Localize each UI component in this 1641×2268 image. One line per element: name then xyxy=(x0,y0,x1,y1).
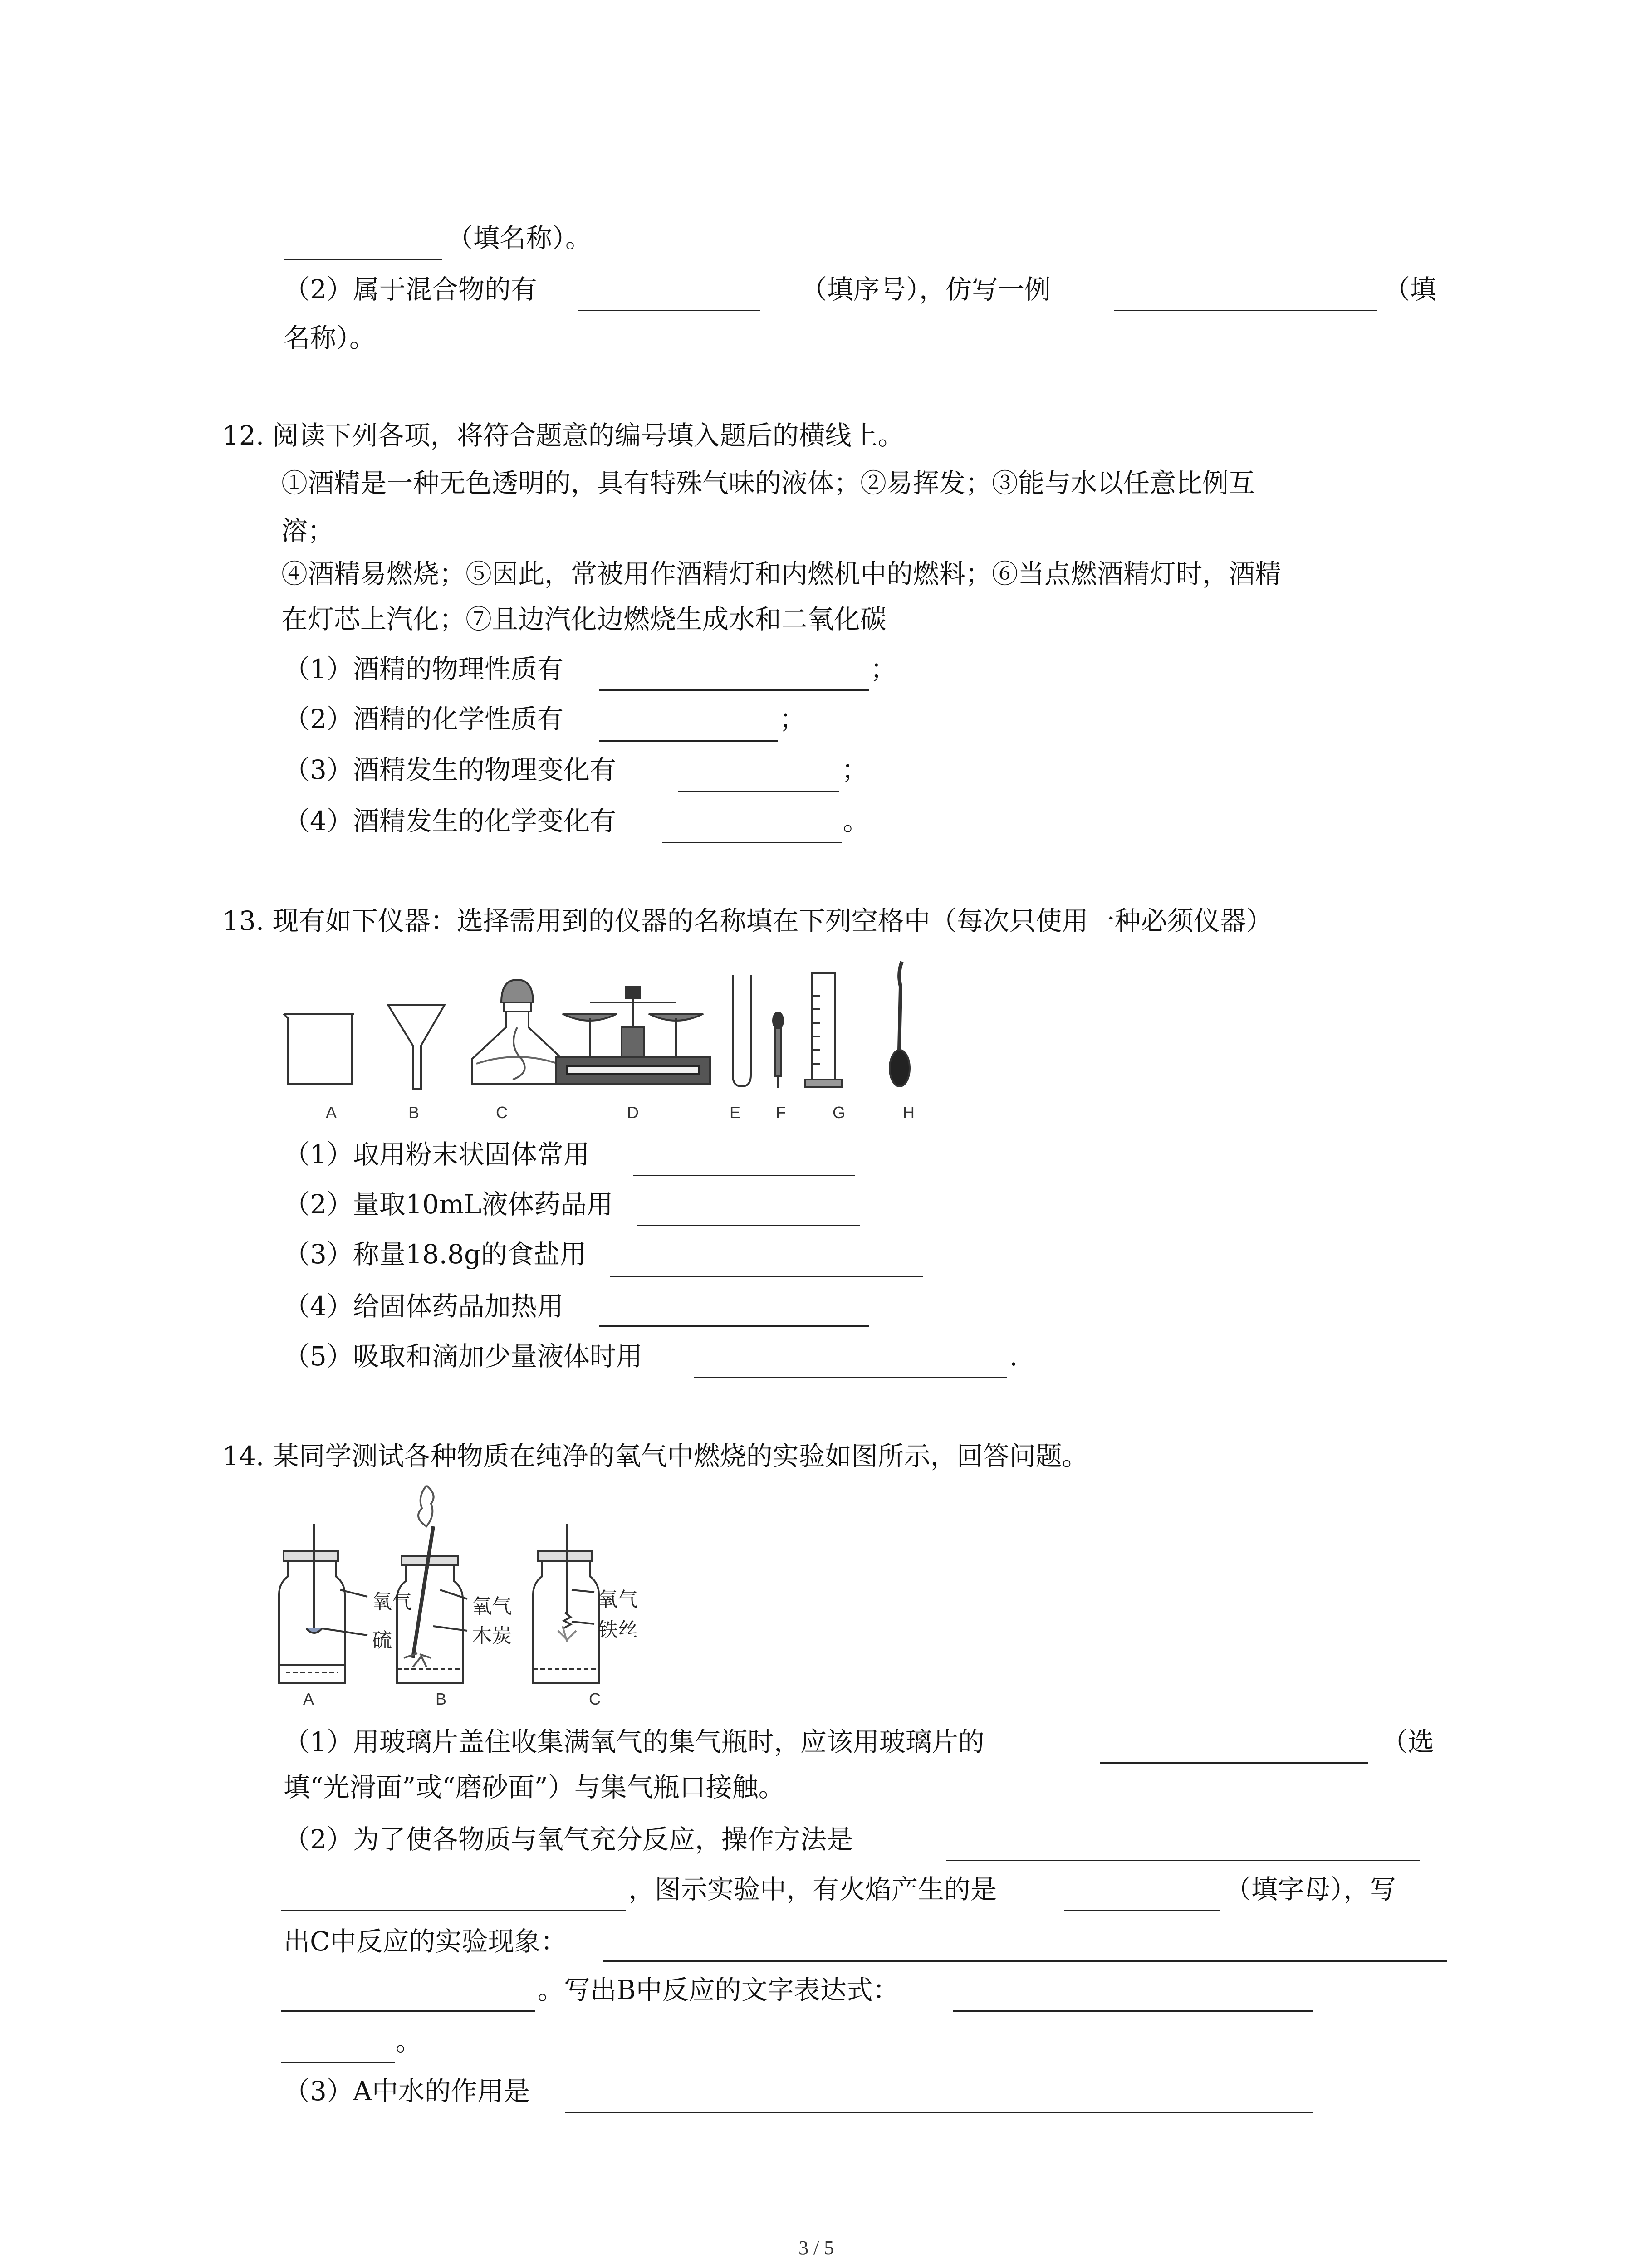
q12-item-1: ①酒精是一种无色透明的，具有特殊气味的液体；②易挥发；③能与水以任意比例互 xyxy=(281,468,1255,499)
q14-line2: 填“光滑面”或“磨砂面”）与集气瓶口接触。 xyxy=(284,1772,785,1803)
answer-blank[interactable] xyxy=(599,1325,869,1327)
jar-a-sulfur-label: 硫 xyxy=(372,1629,392,1652)
gas-jar-b xyxy=(397,1486,463,1683)
q13-sub5: （5）吸取和滴加少量液体时用 xyxy=(284,1341,642,1372)
jar-c-iron-wire-label: 铁丝 xyxy=(598,1618,638,1642)
q13-sub3: （3）称量18.8g的食盐用 xyxy=(284,1239,587,1270)
alcohol-lamp-icon xyxy=(472,980,563,1084)
q13-sub4: （4）给固体药品加热用 xyxy=(284,1291,563,1322)
q14-line4b: （填字母），写 xyxy=(1225,1874,1396,1905)
q12-item-4: ④酒精易燃烧；⑤因此，常被用作酒精灯和内燃机中的燃料；⑥当点燃酒精灯时，酒精 xyxy=(281,558,1282,589)
answer-blank[interactable] xyxy=(610,1276,923,1277)
cont-line2c: （填 xyxy=(1384,274,1437,305)
q12-stem: 12. 阅读下列各项，将符合题意的编号填入题后的横线上。 xyxy=(222,420,904,451)
instrument-label-f: F xyxy=(776,1103,786,1122)
jar-b-charcoal-label: 木炭 xyxy=(472,1624,512,1647)
instrument-label-g: G xyxy=(833,1103,846,1122)
answer-blank[interactable] xyxy=(599,689,869,691)
gas-jar-c xyxy=(533,1524,599,1683)
test-tube-icon xyxy=(733,975,751,1086)
q14-line8: （3）A中水的作用是 xyxy=(284,2076,530,2107)
answer-blank[interactable] xyxy=(637,1225,860,1226)
funnel-icon xyxy=(388,1005,445,1089)
instrument-label-h: H xyxy=(903,1103,915,1122)
instrument-label-e: E xyxy=(730,1103,741,1122)
answer-blank[interactable] xyxy=(281,2010,535,2012)
q14-stem: 14. 某同学测试各种物质在纯净的氧气中燃烧的实验如图所示，回答问题。 xyxy=(222,1441,1088,1471)
instrument-label-b: B xyxy=(408,1103,420,1122)
answer-blank[interactable] xyxy=(678,791,839,792)
cont-line3: 名称）。 xyxy=(284,323,376,353)
q14-line1b: （选 xyxy=(1381,1726,1435,1757)
answer-blank[interactable] xyxy=(284,259,442,260)
q13-sub1: （1）取用粉末状固体常用 xyxy=(284,1139,590,1170)
q13-sub5-end: . xyxy=(1009,1341,1018,1372)
q14-line6: 。写出B中反应的文字表达式： xyxy=(538,1975,899,2005)
q12-sub1-end: ； xyxy=(870,654,897,684)
q12-sub4: （4）酒精发生的化学变化有 xyxy=(284,806,616,836)
instrument-label-c: C xyxy=(496,1103,508,1122)
q14-line5: 出C中反应的实验现象： xyxy=(284,1926,567,1957)
answer-blank[interactable] xyxy=(603,1960,1447,1962)
gas-jar-a xyxy=(279,1524,345,1683)
answer-blank[interactable] xyxy=(565,2112,1313,2113)
dropper-icon xyxy=(773,1012,783,1088)
answer-blank[interactable] xyxy=(281,1910,626,1911)
balance-icon xyxy=(556,987,710,1084)
graduated-cylinder-icon xyxy=(805,973,842,1087)
instrument-label-d: D xyxy=(627,1103,639,1122)
q12-sub4-end: 。 xyxy=(843,806,870,836)
medicine-spoon-icon xyxy=(890,962,910,1086)
answer-blank[interactable] xyxy=(946,1860,1420,1861)
lab-instruments-figure xyxy=(277,959,935,1091)
answer-blank[interactable] xyxy=(1100,1762,1368,1764)
jar-b-oxygen-label: 氧气 xyxy=(472,1595,512,1618)
answer-blank[interactable] xyxy=(694,1377,1007,1378)
q12-sub1: （1）酒精的物理性质有 xyxy=(284,654,563,684)
q12-item-4-cont: 在灯芯上汽化；⑦且边汽化边燃烧生成水和二氧化碳 xyxy=(281,604,887,635)
page-number: 3 / 5 xyxy=(798,2237,834,2259)
cont-line2b: （填序号），仿写一例 xyxy=(801,274,1051,305)
cont-line1: （填名称）。 xyxy=(447,223,592,254)
instrument-label-a: A xyxy=(326,1103,337,1122)
beaker-icon xyxy=(284,1014,354,1084)
q12-sub2: （2）酒精的化学性质有 xyxy=(284,704,563,734)
jar-label-a: A xyxy=(303,1690,314,1708)
answer-blank[interactable] xyxy=(281,2062,395,2063)
q14-line7: 。 xyxy=(396,2026,422,2057)
answer-blank[interactable] xyxy=(578,310,760,311)
answer-blank[interactable] xyxy=(1114,310,1377,311)
answer-blank[interactable] xyxy=(662,842,842,843)
answer-blank[interactable] xyxy=(633,1175,855,1176)
q12-sub3: （3）酒精发生的物理变化有 xyxy=(284,754,616,785)
jar-label-c: C xyxy=(589,1690,601,1708)
answer-blank[interactable] xyxy=(953,2010,1313,2012)
q12-item-1-cont: 溶； xyxy=(281,515,334,546)
jar-a-oxygen-label: 氧气 xyxy=(372,1590,412,1613)
q13-sub2: （2）量取10mL液体药品用 xyxy=(284,1189,613,1220)
cont-line2a: （2）属于混合物的有 xyxy=(284,274,537,305)
q14-line4a: ，图示实验中，有火焰产生的是 xyxy=(628,1874,997,1905)
q12-sub3-end: ； xyxy=(842,754,868,785)
answer-blank[interactable] xyxy=(599,740,778,742)
jar-c-oxygen-label: 氧气 xyxy=(598,1588,638,1611)
jar-label-b: B xyxy=(436,1690,447,1708)
q14-line1a: （1）用玻璃片盖住收集满氧气的集气瓶时，应该用玻璃片的 xyxy=(284,1726,985,1757)
q14-line3: （2）为了使各物质与氧气充分反应，操作方法是 xyxy=(284,1824,853,1855)
answer-blank[interactable] xyxy=(1064,1910,1220,1911)
q13-stem: 13. 现有如下仪器：选择需用到的仪器的名称填在下列空格中（每次只使用一种必须仪器） xyxy=(222,905,1273,936)
q12-sub2-end: ； xyxy=(779,704,806,734)
